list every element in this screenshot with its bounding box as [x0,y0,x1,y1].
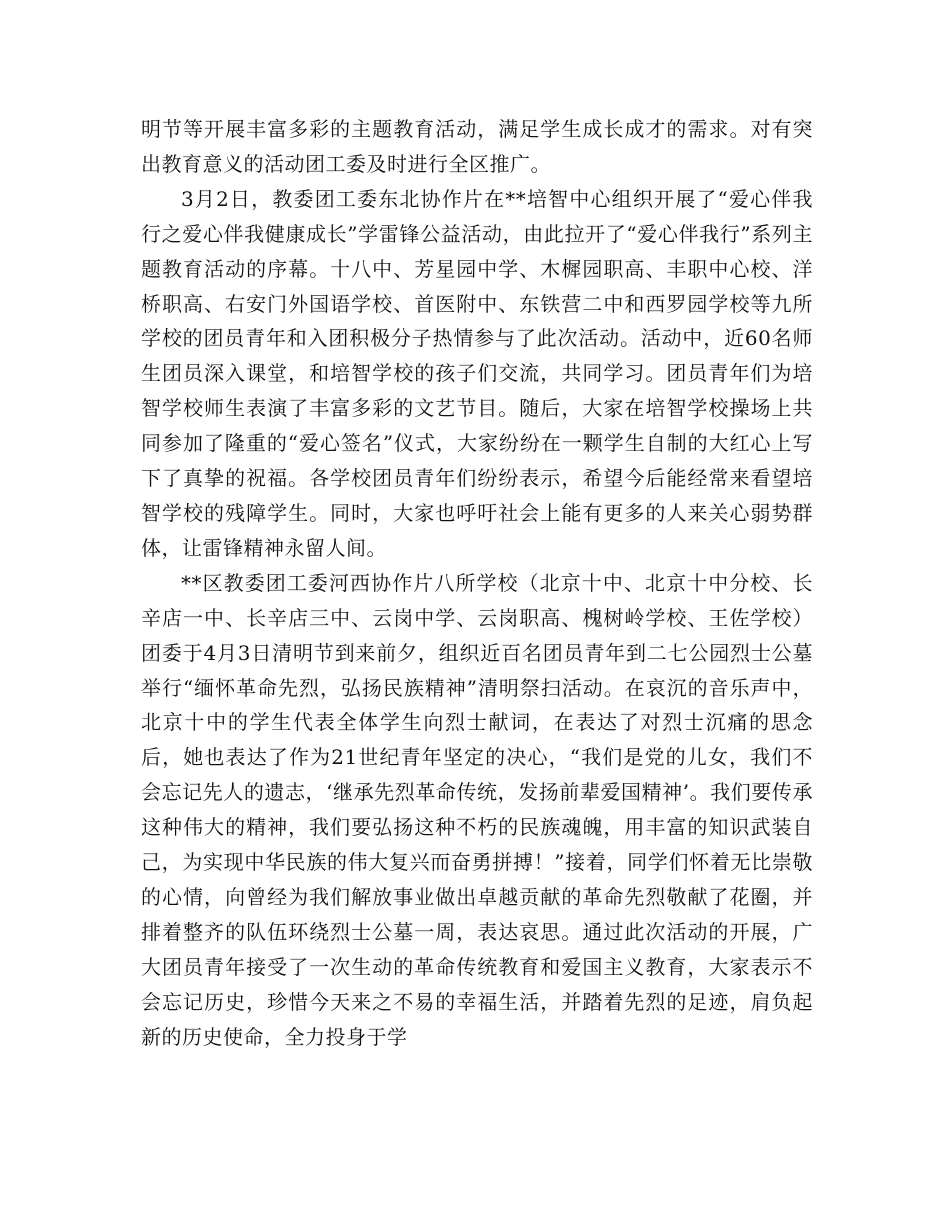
paragraph-lei-feng-activity: 3月2日，教委团工委东北协作片在**培智中心组织开展了“爱心伴我行之爱心伴我健康成长”学雷锋公益活动，由此拉开了“爱心伴我行”系列主题教育活动的序幕。十八中、芳星园中学、木樨园职高、丰职中心校、洋桥职高、右安门外国语学校、首医附中、东铁营二中和西罗园学校等九所学校的团员青年和入团积极分子热情参与了此次活动。活动中，近60名师生团员深入课堂，和培智学校的孩子们交流，共同学习。团员青年们为培智学校师生表演了丰富多彩的文艺节目。随后，大家在培智学校操场上共同参加了隆重的“爱心签名”仪式，大家纷纷在一颗学生自制的大红心上写下了真挚的祝福。各学校团员青年们纷纷表示，希望今后能经常来看望培智学校的残障学生。同时，大家也呼吁社会上能有更多的人来关心弱势群体，让雷锋精神永留人间。 [141,186,813,560]
paragraph-continuation: 明节等开展丰富多彩的主题教育活动，满足学生成长成才的需求。对有突出教育意义的活动团工委及时进行全区推广。 [141,117,813,176]
document-body [141,112,813,1054]
paragraph-qingming-activity: **区教委团工委河西协作片八所学校（北京十中、北京十中分校、长辛店一中、长辛店三中、云岗中学、云岗职高、槐树岭学校、王佐学校）团委于4月3日清明节到来前夕，组织近百名团员青年到二七公园烈士公墓举行“缅怀革命先烈，弘扬民族精神”清明祭扫活动。在哀沉的音乐声中，北京十中的学生代表全体学生向烈士献词，在表达了对烈士沉痛的思念后，她也表达了作为21世纪青年坚定的决心，“我们是党的儿女，我们不会忘记先人的遗志，‘继承先烈革命传统，发扬前辈爱国精神’。我们要传承这种伟大的精神，我们要弘扬这种不朽的民族魂魄，用丰富的知识武装自己，为实现中华民族的伟大复兴而奋勇拼搏！”接着，同学们怀着无比崇敬的心情，向曾经为我们解放事业做出卓越贡献的革命先烈敬献了花圈，并排着整齐的队伍环绕烈士公墓一周，表达哀思。通过此次活动的开展，广大团员青年接受了一次生动的革命传统教育和爱国主义教育，大家表示不会忘记历史，珍惜今天来之不易的幸福生活，并踏着先烈的足迹，肩负起新的历史使命，全力投身于学 [141,570,813,1049]
